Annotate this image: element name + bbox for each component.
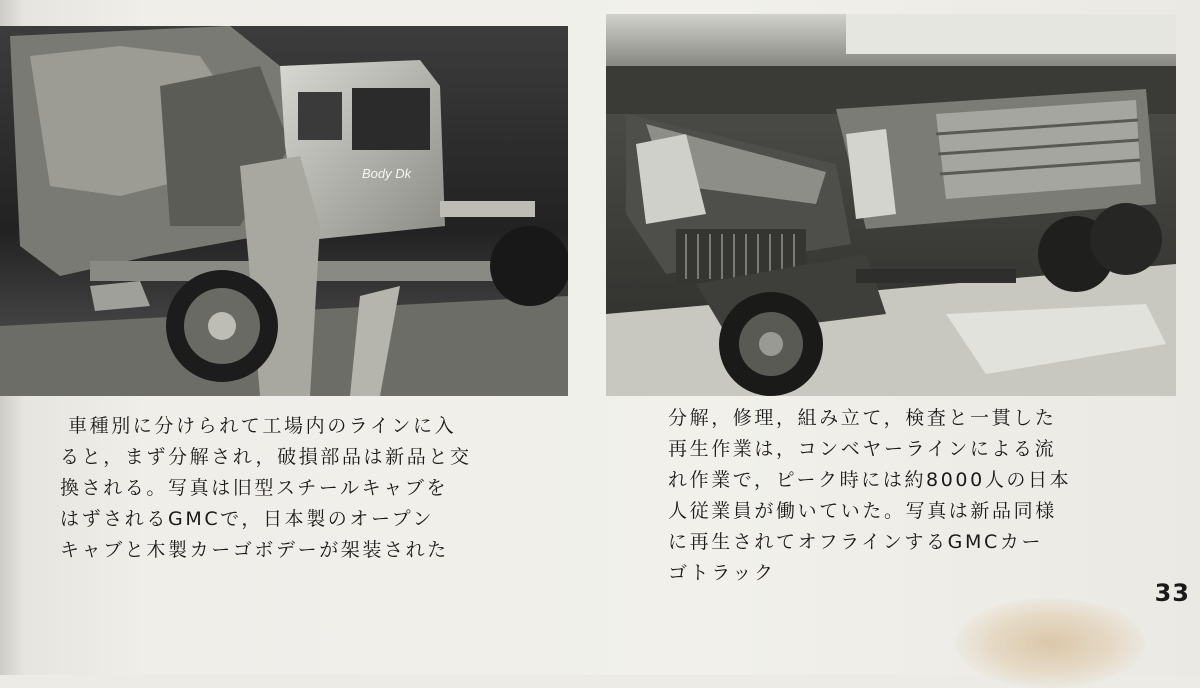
photo-rebuilt-gmc <box>606 14 1176 396</box>
caption-right <box>668 403 1128 589</box>
caption-left-line: ると，まず分解され，破損部品は新品と交 <box>60 446 472 468</box>
page-number: 33 <box>1154 579 1190 607</box>
caption-right-line: に再生されてオフラインするGMCカー <box>668 531 1044 553</box>
caption-right-line: 人従業員が働いていた。写真は新品同様 <box>668 500 1057 522</box>
caption-left-line: キャブと木製カーゴボデーが架装された <box>60 539 449 561</box>
caption-right-line: ゴトラック <box>668 562 776 584</box>
caption-right-line: れ作業で，ピーク時には約8000人の日本 <box>668 469 1072 491</box>
door-marking-text: Body Dk <box>362 166 412 181</box>
caption-right-line: 再生作業は，コンベヤーラインによる流 <box>668 438 1057 460</box>
photo-disassembly <box>0 26 568 396</box>
rebuilt-truck-illustration <box>606 14 1176 396</box>
caption-right-line: 分解，修理，組み立て，検査と一貫した <box>668 407 1057 429</box>
caption-left-line: 車種別に分けられて工場内のラインに入 <box>68 415 457 437</box>
caption-left-line: 換される。写真は旧型スチールキャブを <box>60 477 449 499</box>
caption-left <box>60 411 508 566</box>
caption-left-line: はずされるGMCで，日本製のオープン <box>60 508 435 530</box>
truck-disassembly-illustration <box>0 26 568 396</box>
